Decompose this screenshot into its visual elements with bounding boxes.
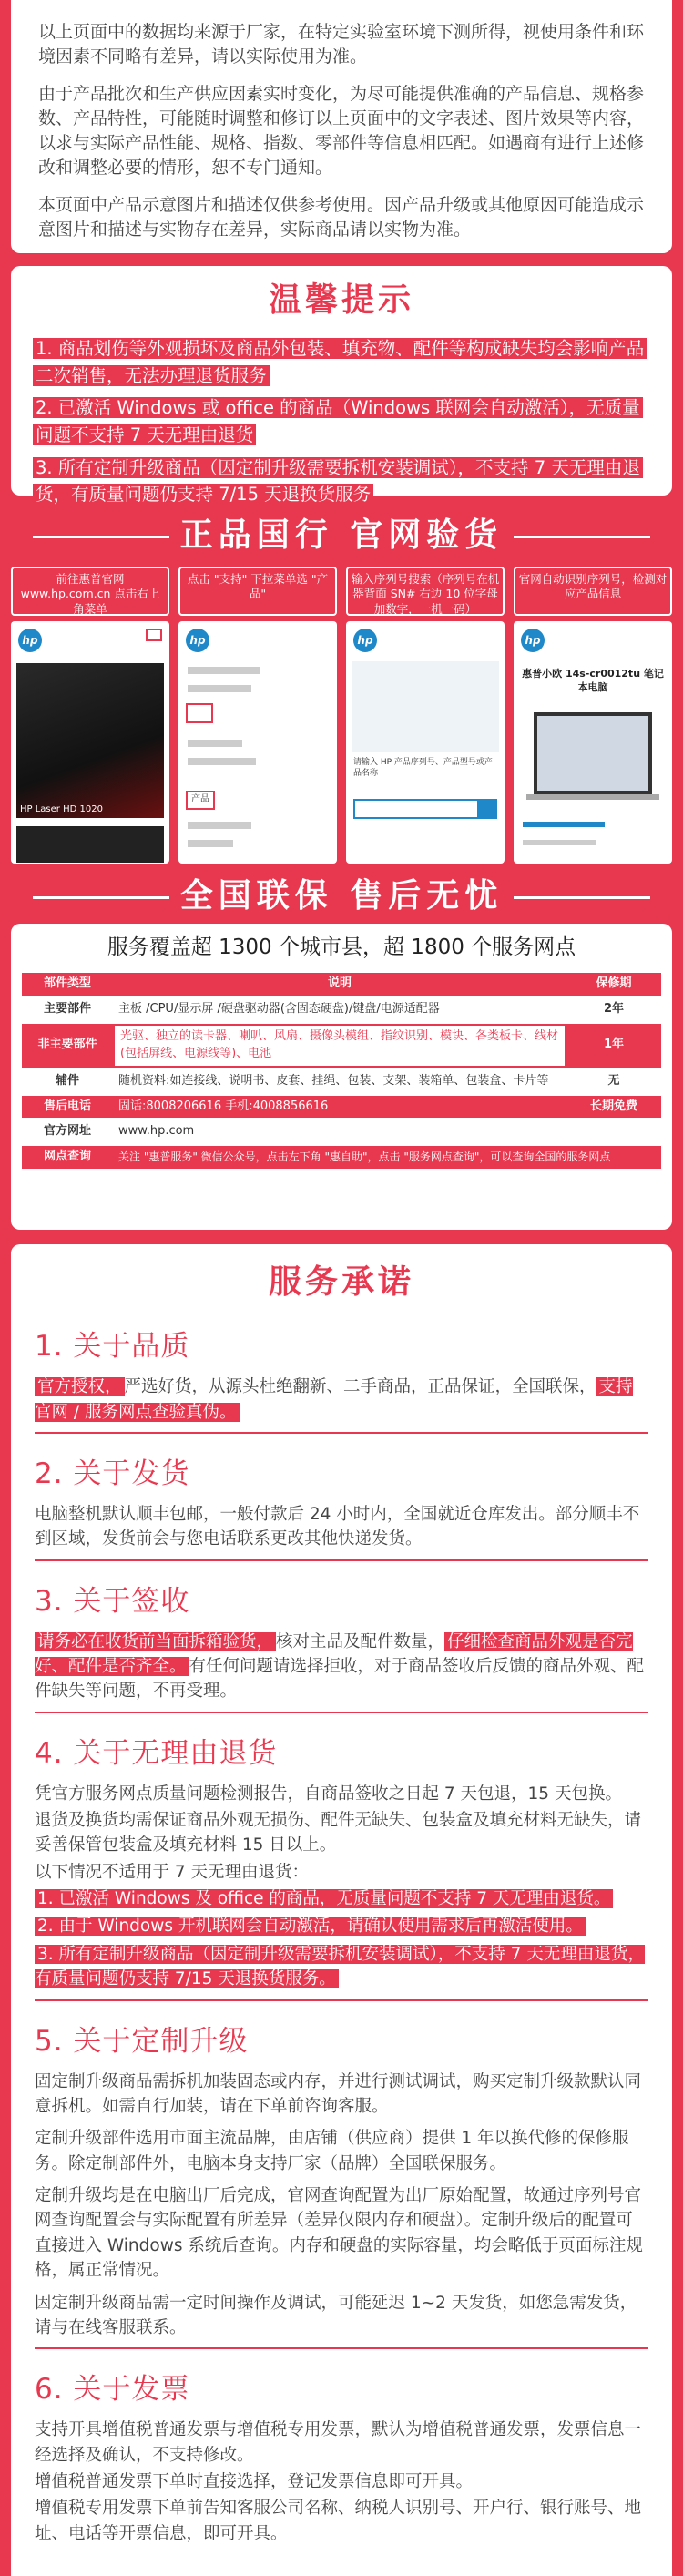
row-key: 官方网址	[43, 1124, 91, 1139]
section-body-signing	[35, 1630, 648, 1704]
header-cell: 保修期	[566, 973, 661, 996]
menu-icon	[146, 629, 162, 641]
section-body-quality	[35, 1375, 648, 1425]
disclaimer-paragraph-1: 以上页面中的数据均来源于厂家，在特定实验室环境下测所得，视使用条件和环境因素不同略有差异，请以实际使用为准。	[38, 22, 645, 66]
disclaimer-paragraph-2: 由于产品批次和生产供应因素实时变化，为尽可能提供准确的产品信息、规格参数、产品特性，可能随时调整和修订以上页面中的文字表述、图片效果等内容，以求与实际产品性能、规格、指数、零部件等信息相匹配。如遇商有进行上述修改和调整必要的情形，恕不专门通知。	[38, 83, 645, 178]
divider	[33, 896, 169, 899]
table-row	[22, 1024, 661, 1068]
row-desc: 随机资料:如连接线、说明书、皮套、挂绳、包装、支架、装箱单、包装盒、卡片等	[118, 1073, 549, 1088]
menu-row	[188, 758, 256, 765]
row-period	[566, 1120, 661, 1143]
warranty-table	[22, 970, 661, 1171]
section-title-signing: 3. 关于签收	[35, 1584, 190, 1618]
notice-item: 1. 商品划伤等外观损坏及商品外包装、填充物、配件等构成缺失均会影响产品二次销售，无法办理退货服务	[33, 335, 650, 389]
step-screenshot	[178, 621, 337, 864]
section-body-custom: 定制升级部件选用市面主流品牌，由店铺（供应商）提供 1 年以换代修的保修服务。除定制部件外，电脑本身支持厂家（品牌）全国联保服务。	[35, 2129, 629, 2173]
highlight-text: 支持官网 / 服务网点查验真伪。	[35, 1377, 633, 1422]
divider	[514, 536, 650, 538]
link-line	[523, 822, 605, 827]
row-desc: 光驱、独立的读卡器、喇叭、风扇、摄像头模组、指纹识别、模块、各类板卡、线材(包括屏线、电源线等)、电池	[113, 1024, 566, 1068]
commitments-title: 服务承诺	[268, 1263, 414, 1301]
row-key: 辅件	[55, 1073, 79, 1088]
service-card	[11, 924, 672, 1230]
section-body-invoice: 增值税普通发票下单时直接选择，登记发票信息即可开具。	[35, 2471, 474, 2491]
menu-row	[188, 740, 242, 747]
section-title-shipping: 2. 关于发货	[35, 1457, 190, 1490]
hp-logo-icon: hp	[18, 629, 42, 652]
step-screenshot	[346, 621, 505, 864]
section-body-custom: 定制升级均是在电脑出厂后完成，官网查询配置为出厂原始配置，故通过序列号官网查询配置会与实际配置有所差异（差异仅限内存和硬盘）。定制升级后的配置可直接进入 Windows 系统后查询。内存和硬盘的实际容量，均会略低于页面标注规格，属正常情况。	[35, 2186, 643, 2281]
serial-input	[353, 799, 497, 819]
verify-banner	[0, 512, 683, 559]
row-period: 2年	[603, 1002, 625, 1017]
row-period: 1年	[566, 1024, 661, 1068]
section-body-custom: 因定制升级商品需一定时间操作及调试，可能延迟 1~2 天发货，如您急需发货，请与在线客服联系。	[35, 2293, 637, 2337]
laptop-image	[534, 712, 652, 794]
notice-title: 温馨提示	[268, 281, 414, 319]
banner-image	[16, 826, 164, 863]
divider	[35, 1432, 648, 1434]
divider	[35, 2347, 648, 2349]
notice-item: 3. 所有定制升级商品（因定制升级需要拆机安装调试），不支持 7 天无理由退货，有质量问题仍支持 7/15 天退换货服务	[33, 455, 650, 508]
laptop-base	[526, 794, 659, 800]
list-item	[35, 1914, 648, 1938]
section-title-invoice: 6. 关于发票	[35, 2373, 190, 2407]
header-cell: 部件类型	[22, 973, 113, 996]
section-title-quality: 1. 关于品质	[35, 1330, 190, 1364]
step-screenshot-text: HP Laser HD 1020	[20, 804, 103, 814]
step-screenshot-text: 产品	[186, 791, 215, 810]
verify-step-caption: 点击 "支持" 下拉菜单选 "产品"	[178, 567, 337, 616]
list-item	[35, 1886, 648, 1911]
step-screenshot	[11, 621, 169, 864]
hp-logo-icon: hp	[186, 629, 209, 652]
laptop-image	[16, 663, 164, 818]
verify-step-caption: 前往惠普官网 www.hp.com.cn 点击右上角菜单	[11, 567, 169, 616]
row-key: 售后电话	[22, 1096, 113, 1119]
text-line	[523, 840, 596, 845]
row-period: 长期免费	[566, 1096, 661, 1119]
body-text: 有任何问题请选择拒收，对于商品签收后反馈的商品外观、配件缺失等问题，不再受理。	[35, 1656, 645, 1702]
submit-icon	[477, 799, 497, 819]
section-title-returns: 4. 关于无理由退货	[35, 1736, 278, 1770]
verify-banner-title: 正品国行 官网验货	[179, 516, 504, 554]
service-banner-title: 全国联保 售后无忧	[179, 877, 504, 915]
section-body-custom: 固定制升级商品需拆机加装固态或内存，并进行测试调试，购买定制升级款默认同意拆机。如需自行加装，请在下单前咨询客服。	[35, 2071, 642, 2116]
highlight-text: 2. 由于 Windows 开机联网会自动激活，请确认使用需求后再激活使用。	[35, 1917, 586, 1936]
section-body-shipping: 电脑整机默认顺丰包邮，一般付款后 24 小时内，全国就近仓库发出。部分顺丰不到区域，发货前会与您电话联系更改其他快递发货。	[35, 1504, 640, 1549]
verify-step-3	[346, 567, 505, 864]
highlight-text: 请务必在收货前当面拆箱验货，	[35, 1632, 276, 1651]
notice-card	[11, 266, 672, 506]
body-text: 核对主品及配件数量，	[276, 1631, 445, 1651]
table-row	[22, 998, 661, 1021]
row-desc: 主板 /CPU/显示屏 /硬盘驱动器(含固态硬盘)/键盘/电源适配器	[118, 1002, 440, 1017]
verify-step-4	[514, 567, 672, 864]
table-row	[22, 1096, 661, 1119]
section-body-returns: 以下情况不适用于 7 天无理由退货：	[35, 1862, 310, 1882]
returns-exclusions	[35, 1886, 648, 1992]
section-body-returns: 凭官方服务网点质量问题检测报告，自商品签收之日起 7 天包退，15 天包换。	[35, 1784, 622, 1804]
verify-step-caption: 输入序列号搜索（序列号在机器背面 SN# 右边 10 位字母加数字，一机一码）	[346, 567, 505, 616]
hp-logo-icon: hp	[353, 629, 377, 652]
menu-row	[188, 685, 251, 692]
notice-item: 2. 已激活 Windows 或 office 的商品（Windows 联网会自动激活），无质量问题不支持 7 天无理由退货	[33, 394, 650, 448]
divider	[35, 1999, 648, 2001]
menu-row	[188, 840, 233, 847]
section-body-invoice: 支持开具增值税普通发票与增值税专用发票，默认为增值税普通发票，发票信息一经选择及确认，不支持修改。	[35, 2420, 642, 2465]
divider	[514, 896, 650, 899]
support-hero	[352, 661, 499, 752]
verify-step-2	[178, 567, 337, 864]
row-desc: 固话:8008206616 手机:4008856616	[113, 1096, 566, 1119]
section-body-returns: 退货及换货均需保证商品外观无损伤、配件无缺失、包装盒及填充材料无缺失，请妥善保管包装盒及填充材料 15 日以上。	[35, 1810, 642, 1855]
commitments-card	[11, 1244, 672, 2576]
disclaimer-card	[11, 0, 672, 253]
table-row	[22, 1070, 661, 1093]
divider	[35, 1559, 648, 1561]
highlight-text: 3. 所有定制升级商品（因定制升级需要拆机安装调试），不支持 7 天无理由退货，有质量问题仍支持 7/15 天退换货服务。	[35, 1944, 645, 1989]
table-row	[22, 1146, 661, 1169]
menu-row	[188, 822, 251, 829]
section-title-custom: 5. 关于定制升级	[35, 2024, 249, 2058]
highlight-text: 1. 已激活 Windows 及 office 的商品，无质量问题不支持 7 天无理由退货。	[35, 1889, 613, 1908]
divider	[33, 536, 169, 538]
row-period: 无	[607, 1073, 620, 1088]
list-item	[35, 1942, 648, 1992]
step-screenshot	[514, 621, 672, 864]
body-text: 严选好货，从源头杜绝翻新、二手商品，正品保证，全国联保，	[124, 1377, 596, 1397]
row-key: 主要部件	[43, 1002, 91, 1017]
service-coverage: 服务覆盖超 1300 个城市县，超 1800 个服务网点	[107, 935, 576, 959]
row-desc: 关注 "惠普服务" 微信公众号，点击左下角 "惠自助"，点击 "服务网点查询"，可以查询全国的服务网点	[113, 1146, 661, 1169]
menu-row	[188, 667, 260, 674]
notice-list	[33, 335, 650, 508]
service-banner	[0, 873, 683, 920]
table-header	[22, 973, 661, 996]
row-key: 网点查询	[22, 1146, 113, 1169]
divider	[35, 1712, 648, 1713]
table-row	[22, 1120, 661, 1143]
row-desc: www.hp.com	[118, 1124, 195, 1139]
highlight-box	[186, 703, 213, 723]
disclaimer-paragraph-3: 本页面中产品示意图片和描述仅供参考使用。因产品升级或其他原因可能造成示意图片和描述与实物存在差异，实际商品请以实物为准。	[38, 194, 645, 240]
highlight-text: 仔细检查商品外观是否完好、配件是否齐全。	[35, 1631, 633, 1676]
step-screenshot-text: 请输入 HP 产品序列号、产品型号或产品名称	[353, 758, 493, 778]
verify-step-caption: 官网自动识别序列号，检测对应产品信息	[514, 567, 672, 616]
row-key: 非主要部件	[22, 1024, 113, 1068]
section-body-invoice: 增值税专用发票下单前告知客服公司名称、纳税人识别号、开户行、银行账号、地址、电话等开票信息，即可开具。	[35, 2499, 642, 2543]
verify-steps	[11, 567, 672, 864]
hp-logo-icon: hp	[521, 629, 545, 652]
verify-step-1	[11, 567, 169, 864]
step-screenshot-text: 惠普小欧 14s-cr0012tu 笔记本电脑	[522, 668, 664, 694]
highlight-text: 官方授权，	[35, 1377, 125, 1396]
header-cell: 说明	[113, 973, 566, 996]
